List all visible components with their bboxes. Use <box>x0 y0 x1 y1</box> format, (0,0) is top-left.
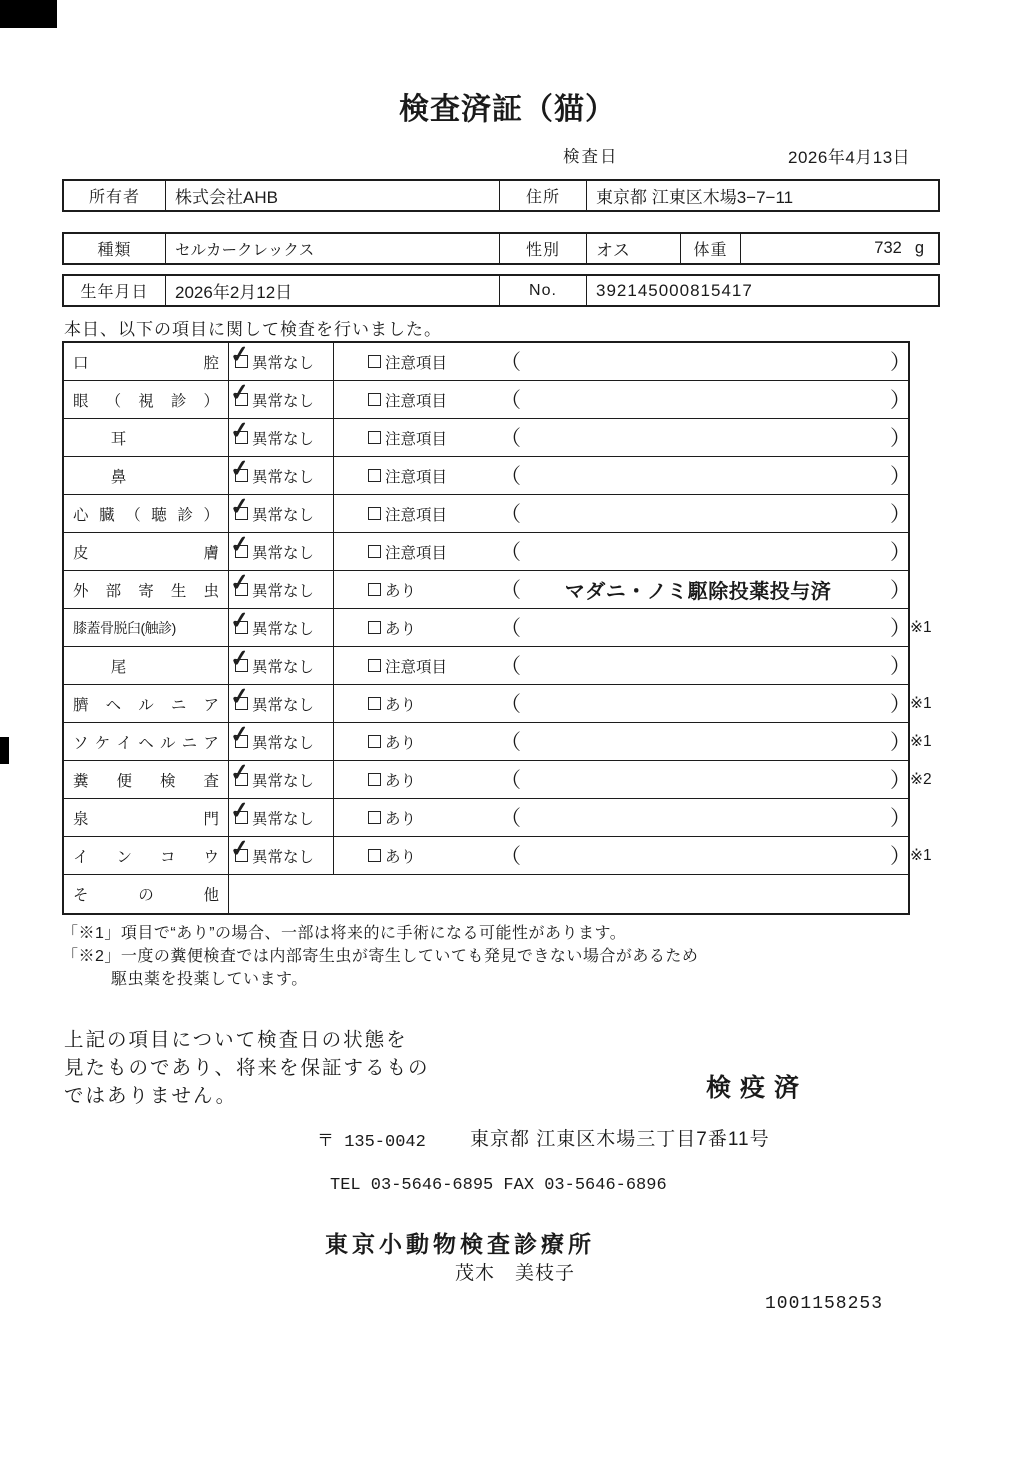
secondary-checkbox <box>368 579 416 601</box>
no-abnormality-checkbox <box>228 758 334 798</box>
open-parenthesis: （ <box>500 578 521 602</box>
clinic-address: 東京都 江東区木場三丁目7番11号 <box>470 1129 770 1150</box>
secondary-checkbox-label: 注意項目 <box>385 468 448 486</box>
exam-item-label: 臍 ヘ ル ニ ア <box>73 696 219 714</box>
checkmark-icon: ✓ <box>228 568 251 596</box>
empty-checkbox-icon <box>368 507 381 520</box>
empty-checkbox-icon <box>368 811 381 824</box>
secondary-checkbox <box>368 845 416 867</box>
birth-label: 生年月日 <box>64 276 166 305</box>
close-parenthesis: ） <box>890 692 911 716</box>
secondary-checkbox <box>368 427 447 449</box>
exam-item-label: 糞 便 検 査 <box>73 772 219 790</box>
checked-checkbox-icon <box>228 378 251 406</box>
exam-item-label-cell <box>64 571 229 608</box>
close-parenthesis: ） <box>890 730 911 754</box>
owner-row <box>62 179 940 212</box>
exam-item-label-cell <box>64 647 229 684</box>
weight-label: 体重 <box>681 234 741 263</box>
empty-checkbox-icon <box>368 583 381 596</box>
exam-item-label-cell <box>64 381 229 418</box>
empty-checkbox-icon <box>368 735 381 748</box>
scan-artifact-top-left <box>0 0 57 28</box>
empty-checkbox-icon <box>368 393 381 406</box>
sex-value: オス <box>587 234 681 263</box>
open-parenthesis: （ <box>500 502 521 526</box>
empty-checkbox-icon <box>368 355 381 368</box>
address-value: 東京都 江東区木場3−7−11 <box>596 188 794 207</box>
secondary-checkbox <box>368 541 447 563</box>
close-parenthesis: ） <box>890 350 911 374</box>
exam-item-label-cell <box>64 799 229 836</box>
clinic-name: 東京小動物検査診療所 <box>325 1231 595 1257</box>
no-value: 392145000815417 <box>596 280 753 300</box>
open-parenthesis: （ <box>500 692 521 716</box>
close-parenthesis: ） <box>890 806 911 830</box>
breed-row <box>62 232 940 265</box>
checkmark-icon: ✓ <box>228 682 251 710</box>
exam-row-detail <box>334 609 911 646</box>
secondary-checkbox <box>368 465 447 487</box>
footnote-2: 「※2」一度の糞便検査では内部寄生虫が寄生していても発見できない場合があるため <box>62 948 699 965</box>
exam-row-detail <box>334 533 911 570</box>
no-abnormality-label: 異常なし <box>252 430 315 448</box>
close-parenthesis: ） <box>890 844 911 868</box>
exam-row <box>64 875 908 913</box>
secondary-checkbox <box>368 693 416 715</box>
checked-checkbox-icon <box>228 416 251 444</box>
exam-row-detail <box>334 837 911 874</box>
exam-row-detail <box>334 495 911 532</box>
exam-item-label: そ の 他 <box>73 887 219 904</box>
open-parenthesis: （ <box>500 806 521 830</box>
exam-row-detail <box>334 799 911 836</box>
disclaimer-line-1: 上記の項目について検査日の状態を <box>64 1029 408 1051</box>
weight-unit: g <box>914 239 924 257</box>
no-abnormality-label: 異常なし <box>252 734 315 752</box>
empty-checkbox-icon <box>368 697 381 710</box>
checkmark-icon: ✓ <box>228 720 251 748</box>
exam-row <box>64 454 911 495</box>
exam-row <box>64 758 932 799</box>
exam-item-label: 泉 門 <box>73 810 219 828</box>
exam-row <box>64 530 911 571</box>
checked-checkbox-icon <box>228 682 251 710</box>
exam-row-detail <box>334 685 911 722</box>
footnote-1: 「※1」項目で“あり”の場合、一部は将来的に手術になる可能性があります。 <box>62 925 627 942</box>
checkmark-icon: ✓ <box>228 492 251 520</box>
open-parenthesis: （ <box>500 388 521 412</box>
close-parenthesis: ） <box>890 616 911 640</box>
close-parenthesis: ） <box>890 768 911 792</box>
checkmark-icon: ✓ <box>228 454 251 482</box>
close-parenthesis: ） <box>890 654 911 678</box>
close-parenthesis: ） <box>890 464 911 488</box>
open-parenthesis: （ <box>500 654 521 678</box>
exam-row <box>64 834 932 875</box>
secondary-checkbox <box>368 389 447 411</box>
no-abnormality-checkbox <box>228 796 334 836</box>
exam-item-label-cell <box>64 495 229 532</box>
document-serial-number: 1001158253 <box>765 1294 884 1314</box>
exam-row <box>64 378 911 419</box>
no-abnormality-checkbox <box>228 834 334 874</box>
exam-intro-text: 本日、以下の項目に関して検査を行いました。 <box>64 320 442 339</box>
clinic-director-name: 茂木 美枝子 <box>455 1263 576 1284</box>
close-parenthesis: ） <box>890 578 911 602</box>
weight-value: 732 <box>874 239 902 257</box>
inspection-date-value: 2026年4月13日 <box>788 148 911 167</box>
checked-checkbox-icon <box>228 568 251 596</box>
secondary-checkbox <box>368 503 447 525</box>
exam-item-label: イ ン コ ウ <box>73 848 219 866</box>
birth-row <box>62 274 940 307</box>
exam-row-detail <box>334 381 911 418</box>
exam-row <box>64 644 911 685</box>
close-parenthesis: ） <box>890 502 911 526</box>
no-abnormality-label: 異常なし <box>252 848 315 866</box>
empty-checkbox-icon <box>368 773 381 786</box>
exam-item-label: 外 部 寄 生 虫 <box>73 582 219 600</box>
exam-item-label-cell <box>64 343 229 380</box>
exam-row <box>64 492 911 533</box>
secondary-checkbox-label: 注意項目 <box>385 544 448 562</box>
empty-checkbox-icon <box>368 431 381 444</box>
disclaimer-line-2: 見たものであり、将来を保証するもの <box>64 1057 430 1079</box>
checked-checkbox-icon <box>228 796 251 824</box>
secondary-checkbox-label: 注意項目 <box>385 658 448 676</box>
no-abnormality-label: 異常なし <box>252 392 315 410</box>
exam-item-label: 膝蓋骨脱臼(触診) <box>73 619 176 636</box>
checked-checkbox-icon <box>228 606 251 634</box>
no-abnormality-checkbox <box>228 568 334 608</box>
checked-checkbox-icon <box>228 492 251 520</box>
exam-row-empty-area <box>229 875 908 913</box>
weight-value-cell <box>741 234 938 263</box>
no-abnormality-checkbox <box>228 606 334 646</box>
exam-item-label-cell <box>64 875 229 913</box>
close-parenthesis: ） <box>890 426 911 450</box>
no-abnormality-checkbox <box>228 530 334 570</box>
no-abnormality-checkbox <box>228 416 334 456</box>
open-parenthesis: （ <box>500 464 521 488</box>
no-abnormality-checkbox <box>228 340 334 380</box>
checkmark-icon: ✓ <box>228 340 251 368</box>
empty-checkbox-icon <box>368 469 381 482</box>
no-label: No. <box>500 276 587 305</box>
exam-item-label: ソ ケ イ ヘ ル ニ ア <box>73 734 219 752</box>
exam-row <box>64 606 932 647</box>
exam-item-label-cell <box>64 457 229 494</box>
no-abnormality-checkbox <box>228 682 334 722</box>
exam-item-label-cell <box>64 533 229 570</box>
secondary-checkbox-label: 注意項目 <box>385 506 448 524</box>
exam-row <box>64 796 911 837</box>
reference-mark: ※1 <box>910 619 932 636</box>
open-parenthesis: （ <box>500 350 521 374</box>
no-abnormality-checkbox <box>228 454 334 494</box>
no-abnormality-label: 異常なし <box>252 658 315 676</box>
no-abnormality-label: 異常なし <box>252 696 315 714</box>
reference-mark: ※1 <box>910 847 932 864</box>
checkmark-icon: ✓ <box>228 530 251 558</box>
empty-checkbox-icon <box>368 621 381 634</box>
exam-item-label: 眼 （ 視 診 ） <box>73 392 219 410</box>
secondary-checkbox <box>368 731 416 753</box>
address-label: 住所 <box>500 181 587 210</box>
disclaimer-text <box>64 1026 430 1110</box>
close-parenthesis: ） <box>890 540 911 564</box>
secondary-checkbox <box>368 655 447 677</box>
empty-checkbox-icon <box>368 659 381 672</box>
checked-checkbox-icon <box>228 454 251 482</box>
exam-item-label: 耳 <box>110 430 127 448</box>
checked-checkbox-icon <box>228 834 251 862</box>
scan-artifact-left-edge <box>0 737 9 764</box>
exam-item-label-cell <box>64 761 229 798</box>
secondary-checkbox-label: 注意項目 <box>385 354 448 372</box>
checked-checkbox-icon <box>228 340 251 368</box>
reference-mark: ※1 <box>910 733 932 750</box>
reference-mark: ※1 <box>910 695 932 712</box>
exam-item-label-cell <box>64 723 229 760</box>
checked-checkbox-icon <box>228 530 251 558</box>
exam-item-label-cell <box>64 419 229 456</box>
close-parenthesis: ） <box>890 388 911 412</box>
exam-item-label: 皮 膚 <box>73 544 219 562</box>
no-abnormality-label: 異常なし <box>252 810 315 828</box>
checked-checkbox-icon <box>228 758 251 786</box>
checkmark-icon: ✓ <box>228 796 251 824</box>
clinic-tel-fax: TEL 03-5646-6895 FAX 03-5646-6896 <box>330 1176 667 1195</box>
no-abnormality-label: 異常なし <box>252 506 315 524</box>
no-abnormality-label: 異常なし <box>252 354 315 372</box>
exam-item-label: 心 臓 （ 聴 診 ） <box>73 506 219 524</box>
empty-checkbox-icon <box>368 545 381 558</box>
secondary-checkbox <box>368 769 416 791</box>
exam-row-detail <box>334 343 911 380</box>
checked-checkbox-icon <box>228 644 251 672</box>
no-abnormality-checkbox <box>228 492 334 532</box>
exam-table <box>62 340 932 915</box>
footnotes <box>62 922 698 991</box>
secondary-checkbox <box>368 351 447 373</box>
secondary-checkbox-label: 注意項目 <box>385 430 448 448</box>
no-abnormality-checkbox <box>228 720 334 760</box>
checkmark-icon: ✓ <box>228 758 251 786</box>
secondary-checkbox-label: あり <box>385 810 417 828</box>
finding-text: マダニ・ノミ駆除投薬投与済 <box>564 581 832 603</box>
sex-label: 性別 <box>500 234 587 263</box>
secondary-checkbox-label: あり <box>385 696 417 714</box>
open-parenthesis: （ <box>500 730 521 754</box>
open-parenthesis: （ <box>500 616 521 640</box>
exam-row <box>64 568 911 609</box>
birth-value: 2026年2月12日 <box>166 276 500 305</box>
secondary-checkbox-label: あり <box>385 734 417 752</box>
checked-checkbox-icon <box>228 720 251 748</box>
exam-item-label: 口 腔 <box>73 354 219 372</box>
inspection-date-label: 検査日 <box>563 148 619 166</box>
clinic-postal-code: 〒 135-0042 <box>317 1133 426 1152</box>
exam-item-label: 鼻 <box>110 468 127 486</box>
open-parenthesis: （ <box>500 540 521 564</box>
checkmark-icon: ✓ <box>228 834 251 862</box>
exam-row <box>64 682 932 723</box>
checkmark-icon: ✓ <box>228 644 251 672</box>
page-title: 検査済証（猫） <box>399 93 616 126</box>
exam-row-detail <box>334 571 911 608</box>
exam-row <box>64 340 911 381</box>
exam-row <box>64 416 911 457</box>
breed-label: 種類 <box>64 234 166 263</box>
checkmark-icon: ✓ <box>228 416 251 444</box>
no-abnormality-label: 異常なし <box>252 582 315 600</box>
exam-item-label-cell <box>64 837 229 874</box>
exam-row <box>64 720 932 761</box>
exam-row-detail <box>334 457 911 494</box>
no-abnormality-label: 異常なし <box>252 620 315 638</box>
owner-value: 株式会社AHB <box>166 181 500 210</box>
secondary-checkbox-label: あり <box>385 582 417 600</box>
checkmark-icon: ✓ <box>228 606 251 634</box>
breed-value: セルカークレックス <box>166 234 500 263</box>
secondary-checkbox-label: あり <box>385 848 417 866</box>
exam-item-label-cell <box>64 685 229 722</box>
exam-row-detail <box>334 419 911 456</box>
secondary-checkbox-label: あり <box>385 620 417 638</box>
footnote-2-continued: 駆虫薬を投薬しています。 <box>111 971 308 988</box>
secondary-checkbox <box>368 807 416 829</box>
secondary-checkbox-label: あり <box>385 772 417 790</box>
exam-item-label-cell <box>64 609 229 646</box>
checkmark-icon: ✓ <box>228 378 251 406</box>
no-abnormality-checkbox <box>228 378 334 418</box>
exam-item-label: 尾 <box>110 658 127 676</box>
exam-row-detail <box>334 723 911 760</box>
owner-label: 所有者 <box>64 181 166 210</box>
quarantine-passed-stamp: 検疫済 <box>706 1074 809 1102</box>
no-abnormality-label: 異常なし <box>252 544 315 562</box>
disclaimer-line-3: ではありません。 <box>64 1085 238 1107</box>
reference-mark: ※2 <box>910 771 932 788</box>
secondary-checkbox <box>368 617 416 639</box>
secondary-checkbox-label: 注意項目 <box>385 392 448 410</box>
no-abnormality-checkbox <box>228 644 334 684</box>
empty-checkbox-icon <box>368 849 381 862</box>
exam-row-detail <box>334 761 911 798</box>
open-parenthesis: （ <box>500 844 521 868</box>
exam-row-detail <box>334 647 911 684</box>
open-parenthesis: （ <box>500 426 521 450</box>
open-parenthesis: （ <box>500 768 521 792</box>
no-abnormality-label: 異常なし <box>252 772 315 790</box>
no-abnormality-label: 異常なし <box>252 468 315 486</box>
